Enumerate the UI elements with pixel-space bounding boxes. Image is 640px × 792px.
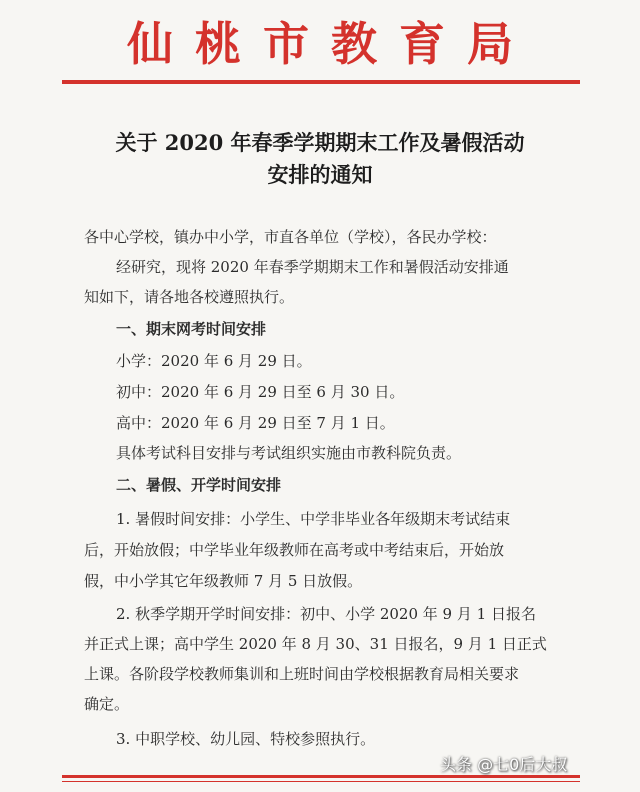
document-title-line-2: 安排的通知 <box>267 162 373 187</box>
letterhead-org-name: 仙桃市教育局 <box>127 17 535 71</box>
item-1-line-1: 1. 暑假时间安排：小学生、中学非毕业各年级期末考试结束 <box>116 510 511 528</box>
item-2-line-2: 并正式上课；高中学生 2020 年 8 月 30、31 日报名，9 月 1 日正式 <box>84 635 547 653</box>
item-2-line-3: 上课。各阶段学校教师集训和上班时间由学校根据教育局相关要求 <box>84 665 520 683</box>
letterhead-divider <box>62 80 580 84</box>
schedule-junior: 初中：2020 年 6 月 29 日至 6 月 30 日。 <box>116 383 405 401</box>
watermark: 头条 @七0后大叔 <box>440 755 568 774</box>
exam-note: 具体考试科目安排与考试组织实施由市教科院负责。 <box>116 444 462 462</box>
item-1-line-3: 假，中小学其它年级教师 7 月 5 日放假。 <box>84 572 363 590</box>
salutation: 各中心学校，镇办中小学，市直各单位（学校），各民办学校： <box>84 228 497 246</box>
intro-line-1: 经研究，现将 2020 年春季学期期末工作和暑假活动安排通 <box>116 258 509 276</box>
schedule-primary: 小学：2020 年 6 月 29 日。 <box>116 352 312 370</box>
item-3: 3. 中职学校、幼儿园、特校参照执行。 <box>116 730 376 748</box>
schedule-senior: 高中：2020 年 6 月 29 日至 7 月 1 日。 <box>116 414 395 432</box>
item-1-line-2: 后，开始放假；中学毕业年级教师在高考或中考结束后，开始放 <box>84 541 505 559</box>
document-title-line-1: 关于 2020 年春季学期期末工作及暑假活动 <box>115 130 525 155</box>
section-2-heading: 二、暑假、开学时间安排 <box>116 476 282 494</box>
section-1-heading: 一、期末网考时间安排 <box>116 320 267 338</box>
footer-divider-thick <box>62 775 580 778</box>
footer-divider-thin <box>62 781 580 782</box>
item-2-line-4: 确定。 <box>84 695 130 713</box>
intro-line-2: 知如下，请各地各校遵照执行。 <box>84 288 295 306</box>
item-2-line-1: 2. 秋季学期开学时间安排：初中、小学 2020 年 9 月 1 日报名 <box>116 605 536 623</box>
